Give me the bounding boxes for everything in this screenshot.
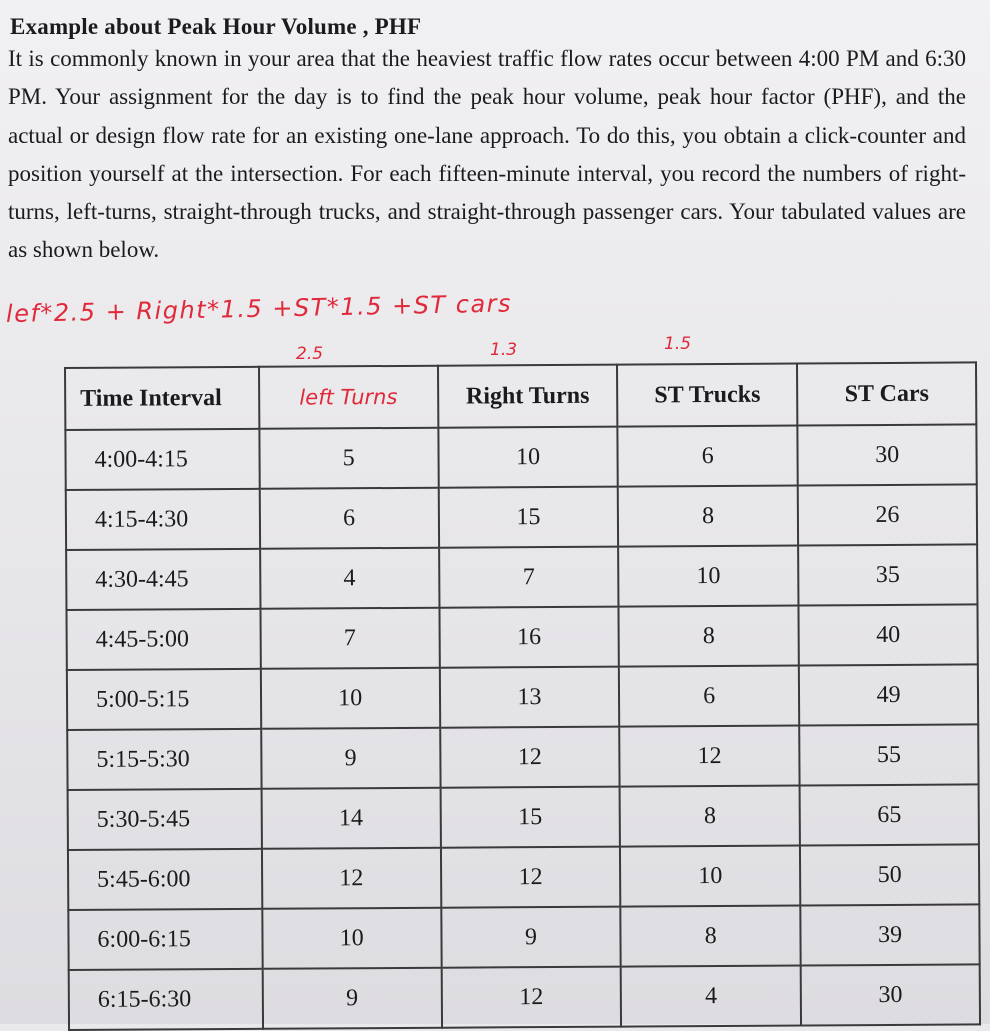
cell-time: 4:00-4:15 [65,429,259,490]
document-title: Example about Peak Hour Volume , PHF [10,14,422,39]
cell-trucks: 6 [619,666,799,727]
cell-right: 12 [441,967,621,1028]
header-time-interval: Time Interval [65,367,259,430]
cell-cars: 30 [801,964,980,1025]
cell-right: 7 [439,547,619,608]
cell-right: 12 [441,847,621,908]
cell-right: 10 [438,427,618,488]
cell-right: 16 [439,607,619,668]
cell-time: 5:30-5:45 [68,789,262,850]
cell-time: 5:15-5:30 [67,729,261,790]
cell-cars: 39 [800,904,979,965]
table-row [68,844,979,910]
cell-cars: 40 [799,604,978,665]
problem-paragraph: It is commonly known in your area that the heaviest traffic flow rates occur between 4:00 PM and 6:30 PM. Your assignment for the day is to find the peak hour volume, peak hour factor (PHF), and the actual or design flow rate for an existing one-lane approach. To do this, you obtain a click-counter and position yourself at the intersection. For each fifteen-minute interval, you record the numbers of right-turns, left-turns, straight-through trucks, and straight-through passenger cars. Your tabulated values are as shown below. [8,46,966,263]
table-row [67,724,978,790]
cell-cars: 65 [800,784,979,845]
cell-right: 15 [440,787,620,848]
cell-left: 4 [260,548,440,609]
cell-left: 14 [261,788,441,849]
cell-trucks: 8 [620,906,800,967]
cell-left: 9 [261,728,441,789]
cell-left: 10 [262,908,442,969]
table-row [68,904,979,970]
cell-right: 15 [439,487,619,548]
cell-left: 6 [259,488,439,549]
cell-left: 9 [262,968,442,1029]
cell-cars: 35 [798,544,977,605]
table-row [67,664,978,730]
cell-cars: 49 [799,664,978,725]
cell-time: 6:00-6:15 [68,909,262,970]
table-row [65,424,976,490]
table-row [66,484,977,550]
header-st-trucks: ST Trucks [617,364,797,427]
cell-trucks: 8 [619,606,799,667]
handwritten-formula: lef*2.5 + Right*1.5 +ST*1.5 +ST cars [5,289,513,328]
cell-cars: 26 [798,484,977,545]
cell-cars: 50 [800,844,979,905]
cell-right: 13 [440,667,620,728]
cell-time: 6:15-6:30 [69,969,263,1030]
cell-trucks: 10 [620,846,800,907]
cell-left: 12 [262,848,442,909]
handwritten-factor-left: 2.5 [296,344,324,364]
cell-time: 4:45-5:00 [66,609,260,670]
header-right-turns: Right Turns [438,365,618,428]
traffic-count-table [64,361,981,1031]
table-row [69,964,980,1030]
cell-trucks: 4 [621,966,801,1027]
table-row [68,784,979,850]
cell-trucks: 8 [620,786,800,847]
cell-time: 4:30-4:45 [66,549,260,610]
cell-time: 5:00-5:15 [67,669,261,730]
cell-trucks: 12 [619,726,799,787]
cell-time: 5:45-6:00 [68,849,262,910]
table-header-row [65,362,976,430]
cell-cars: 55 [799,724,978,785]
cell-trucks: 8 [618,486,798,547]
cell-left: 5 [259,428,439,489]
header-left-turns: left Turns [259,366,439,429]
cell-left: 7 [260,608,440,669]
handwritten-factor-trucks: 1.5 [664,334,692,354]
cell-right: 12 [440,727,620,788]
table-row [66,544,977,610]
cell-trucks: 10 [618,546,798,607]
handwritten-factor-right: 1.3 [490,340,518,360]
cell-time: 4:15-4:30 [66,489,260,550]
cell-trucks: 6 [618,426,798,487]
table-row [66,604,977,670]
cell-right: 9 [441,907,621,968]
cell-left: 10 [260,668,440,729]
header-st-cars: ST Cars [797,362,976,425]
cell-cars: 30 [798,424,977,485]
